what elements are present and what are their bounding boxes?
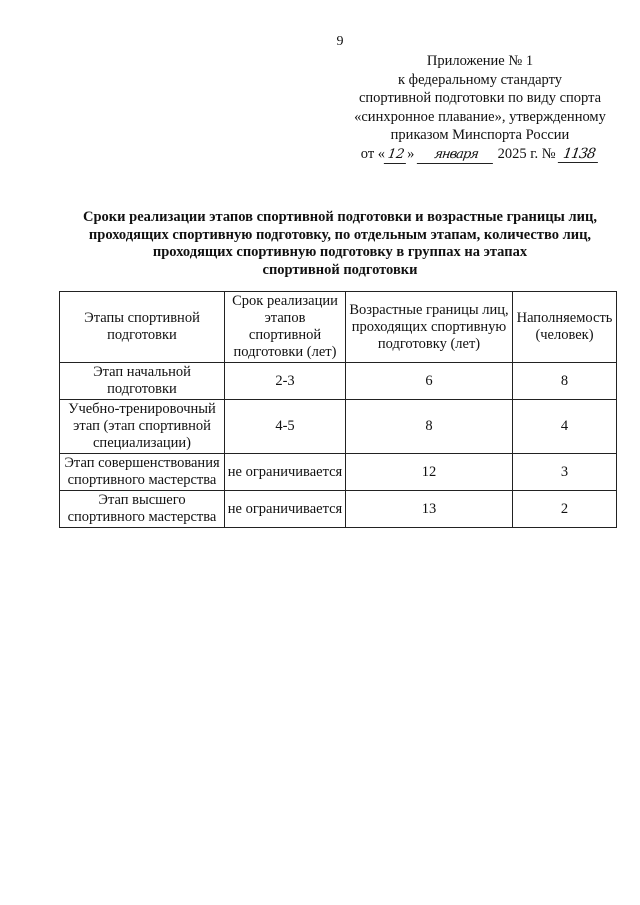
- appendix-line: к федеральному стандарту: [398, 71, 562, 88]
- appendix-line: приказом Минспорта России: [390, 127, 570, 143]
- cell-group-size: 2: [513, 491, 617, 528]
- cell-group-size: 4: [513, 400, 617, 454]
- handwritten-order-number: 1138: [558, 146, 600, 163]
- handwritten-day: 12: [384, 147, 408, 164]
- cell-stage: Этап начальной подготовки: [60, 363, 225, 400]
- header-group-size: Наполняемость (человек): [513, 292, 617, 363]
- title-line: спортивной подготовки: [262, 261, 418, 278]
- header-duration: Срок реализации этапов спортивной подготовки (лет): [225, 292, 346, 363]
- appendix-block: [330, 52, 630, 164]
- appendix-line: спортивной подготовки по виду спорта: [358, 90, 602, 106]
- cell-age: 6: [346, 363, 513, 400]
- date-mid: »: [407, 145, 415, 162]
- table-row: [60, 363, 617, 400]
- cell-duration: 2-3: [225, 363, 346, 400]
- cell-group-size: 8: [513, 363, 617, 400]
- table-row: [60, 400, 617, 454]
- title-line: проходящих спортивную подготовку в группах на этапах: [152, 244, 528, 260]
- stages-table: [59, 291, 617, 528]
- cell-age: 8: [346, 400, 513, 454]
- appendix-title: Приложение № 1: [426, 53, 534, 69]
- cell-duration: 4-5: [225, 400, 346, 454]
- date-prefix: от «: [360, 145, 386, 162]
- order-date-line: [330, 145, 630, 164]
- cell-group-size: 3: [513, 454, 617, 491]
- cell-duration: не ограничивается: [225, 491, 346, 528]
- header-age-limits: Возрастные границы лиц, проходящих спортивную подготовку (лет): [346, 292, 513, 363]
- page-number: 9: [336, 34, 344, 49]
- cell-duration: не ограничивается: [225, 454, 346, 491]
- title-line: проходящих спортивную подготовку, по отдельным этапам, количество лиц,: [88, 226, 592, 243]
- cell-stage: Учебно-тренировочный этап (этап спортивной специализации): [60, 400, 225, 454]
- table-header-row: [60, 292, 617, 363]
- year-text: 2025 г. №: [497, 145, 556, 162]
- handwritten-month: января: [417, 147, 495, 164]
- cell-stage: Этап совершенствования спортивного мастерства: [60, 454, 225, 491]
- cell-stage: Этап высшего спортивного мастерства: [60, 491, 225, 528]
- cell-age: 12: [346, 454, 513, 491]
- cell-age: 13: [346, 491, 513, 528]
- document-title: [60, 209, 620, 279]
- title-line: Сроки реализации этапов спортивной подготовки и возрастные границы лиц,: [83, 209, 597, 225]
- table-row: [60, 454, 617, 491]
- appendix-line: «синхронное плавание», утвержденному: [354, 108, 606, 125]
- table-row: [60, 491, 617, 528]
- header-stages: Этапы спортивной подготовки: [60, 292, 225, 363]
